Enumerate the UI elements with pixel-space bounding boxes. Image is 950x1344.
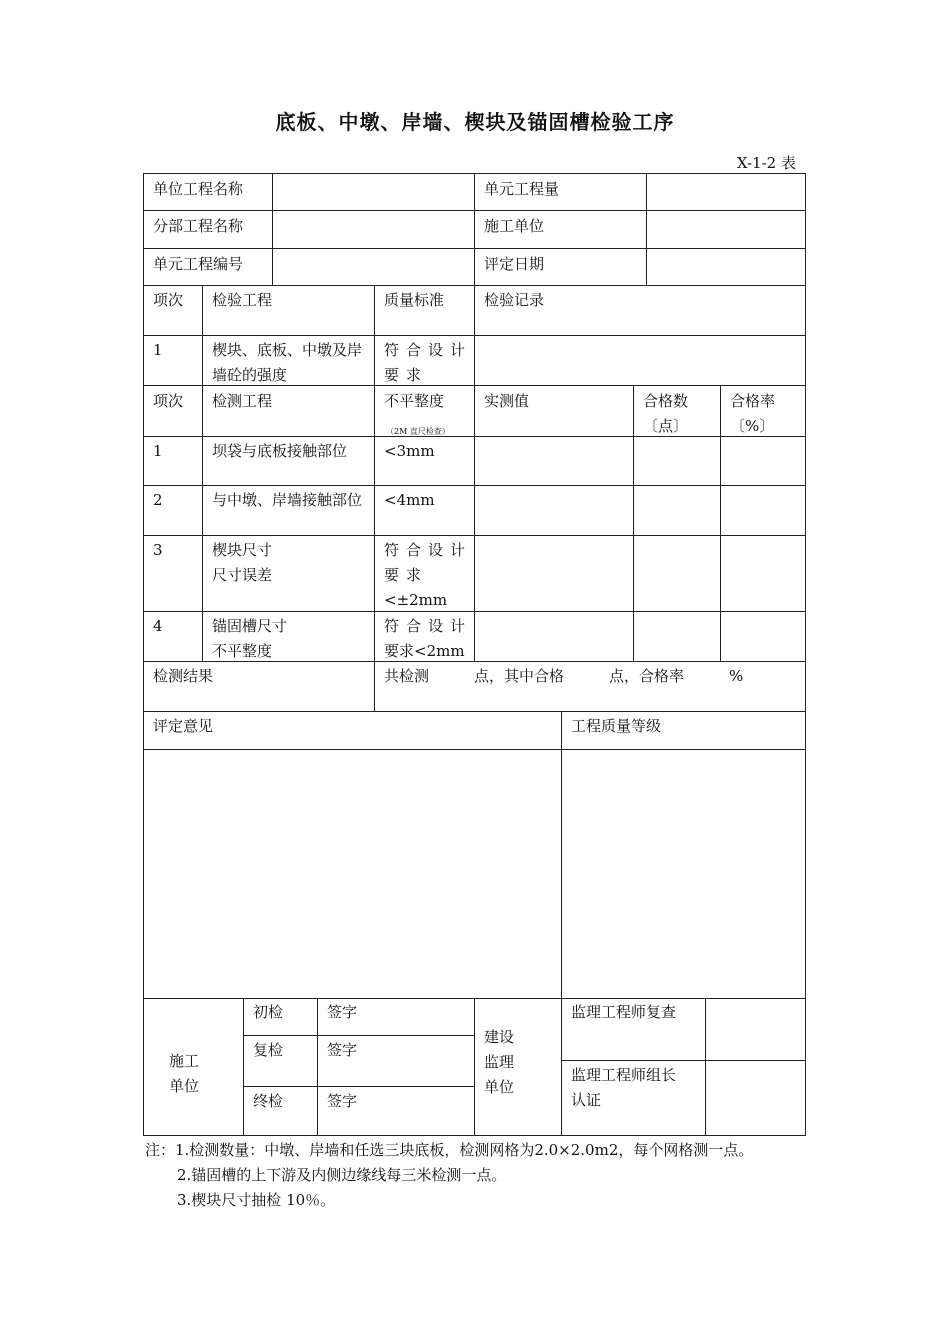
measure-header-pass-count: 合格数〔点〕	[643, 392, 689, 435]
engineer-review-label: 监理工程师复查	[571, 1003, 677, 1021]
supervision-unit-label-1: 建设	[484, 1028, 515, 1046]
measure-row-no: 3	[153, 541, 163, 559]
inspection-header-record: 检验记录	[484, 291, 545, 309]
re-check-label: 复检	[253, 1041, 284, 1059]
first-check-label: 初检	[253, 1003, 284, 1021]
inspection-header-standard: 质量标准	[384, 291, 445, 309]
measure-row-item: 与中墩、岸墙接触部位	[212, 491, 363, 509]
re-check-sign: 签字	[327, 1041, 358, 1059]
final-check-label: 终检	[253, 1092, 284, 1110]
measure-row-standard: <4mm	[384, 491, 435, 509]
grade-label: 工程质量等级	[571, 717, 662, 735]
form-code: X-1-2 表	[736, 154, 796, 172]
measure-header-pass-rate: 合格率〔%〕	[730, 392, 776, 435]
measure-row-item-sub: 不平整度	[212, 642, 273, 660]
note-line: 注：1.检测数量：中墩、岸墙和任选三块底板，检测网格为2.0×2.0m2，每个网格测一点。	[145, 1141, 754, 1159]
measure-row-item: 楔块尺寸	[212, 541, 273, 559]
inspection-row-standard: 符合设计要求	[384, 341, 473, 384]
measure-row-item-sub: 尺寸误差	[212, 566, 273, 584]
note-line: 2.锚固槽的上下游及内侧边缘线每三米检测一点。	[177, 1166, 507, 1184]
measure-row-item: 坝袋与底板接触部位	[212, 442, 348, 460]
measure-row-standard-sub: <±2mm	[384, 591, 448, 609]
measure-row-no: 1	[153, 442, 163, 460]
measure-row-standard: 符合设计要求	[384, 541, 473, 584]
opinion-label: 评定意见	[153, 717, 214, 735]
construction-unit-sign-label: 施工	[169, 1052, 200, 1070]
leader-cert-label-2: 认证	[571, 1091, 602, 1109]
unit-project-no-label: 单元工程编号	[153, 255, 244, 273]
measure-row-no: 2	[153, 491, 163, 509]
leader-cert-label: 监理工程师组长	[571, 1066, 677, 1084]
measure-header-item: 检测工程	[212, 392, 273, 410]
measure-row-standard: 符合设计	[384, 617, 473, 635]
result-label: 检测结果	[153, 667, 214, 685]
final-check-sign: 签字	[327, 1092, 358, 1110]
unit-quantity-label: 单元工程量	[484, 180, 560, 198]
result-text: 共检测 点，其中合格 点，合格率 %	[384, 667, 744, 685]
measure-row-item: 锚固槽尺寸	[212, 617, 288, 635]
construction-unit-label: 施工单位	[484, 217, 545, 235]
page-title: 底板、中墩、岸墙、楔块及锚固槽检验工序	[275, 110, 675, 134]
first-check-sign: 签字	[327, 1003, 358, 1021]
construction-unit-sign-label-2: 单位	[169, 1077, 200, 1095]
notes	[145, 1138, 753, 1213]
measure-header-standard: 不平整度	[384, 392, 445, 410]
measure-row-no: 4	[153, 617, 163, 635]
unit-project-name-label: 单位工程名称	[153, 180, 244, 198]
measure-row-standard: <3mm	[384, 442, 435, 460]
note-line: 3.楔块尺寸抽检 10％。	[177, 1191, 336, 1209]
supervision-unit-label-3: 单位	[484, 1078, 515, 1096]
part-project-name-label: 分部工程名称	[153, 217, 244, 235]
inspection-header-no: 项次	[153, 291, 184, 309]
inspection-header-item: 检验工程	[212, 291, 273, 309]
measure-row-standard-sub: 要求<2mm	[384, 642, 465, 660]
measure-header-no: 项次	[153, 392, 184, 410]
inspection-row-item: 楔块、底板、中墩及岸墙砼的强度	[212, 341, 363, 384]
eval-date-label: 评定日期	[484, 255, 545, 273]
measure-header-actual: 实测值	[484, 392, 530, 410]
supervision-unit-label-2: 监理	[484, 1053, 515, 1071]
inspection-row-no: 1	[153, 341, 163, 359]
measure-header-standard-note: （2M 直尺检查）	[386, 427, 450, 436]
